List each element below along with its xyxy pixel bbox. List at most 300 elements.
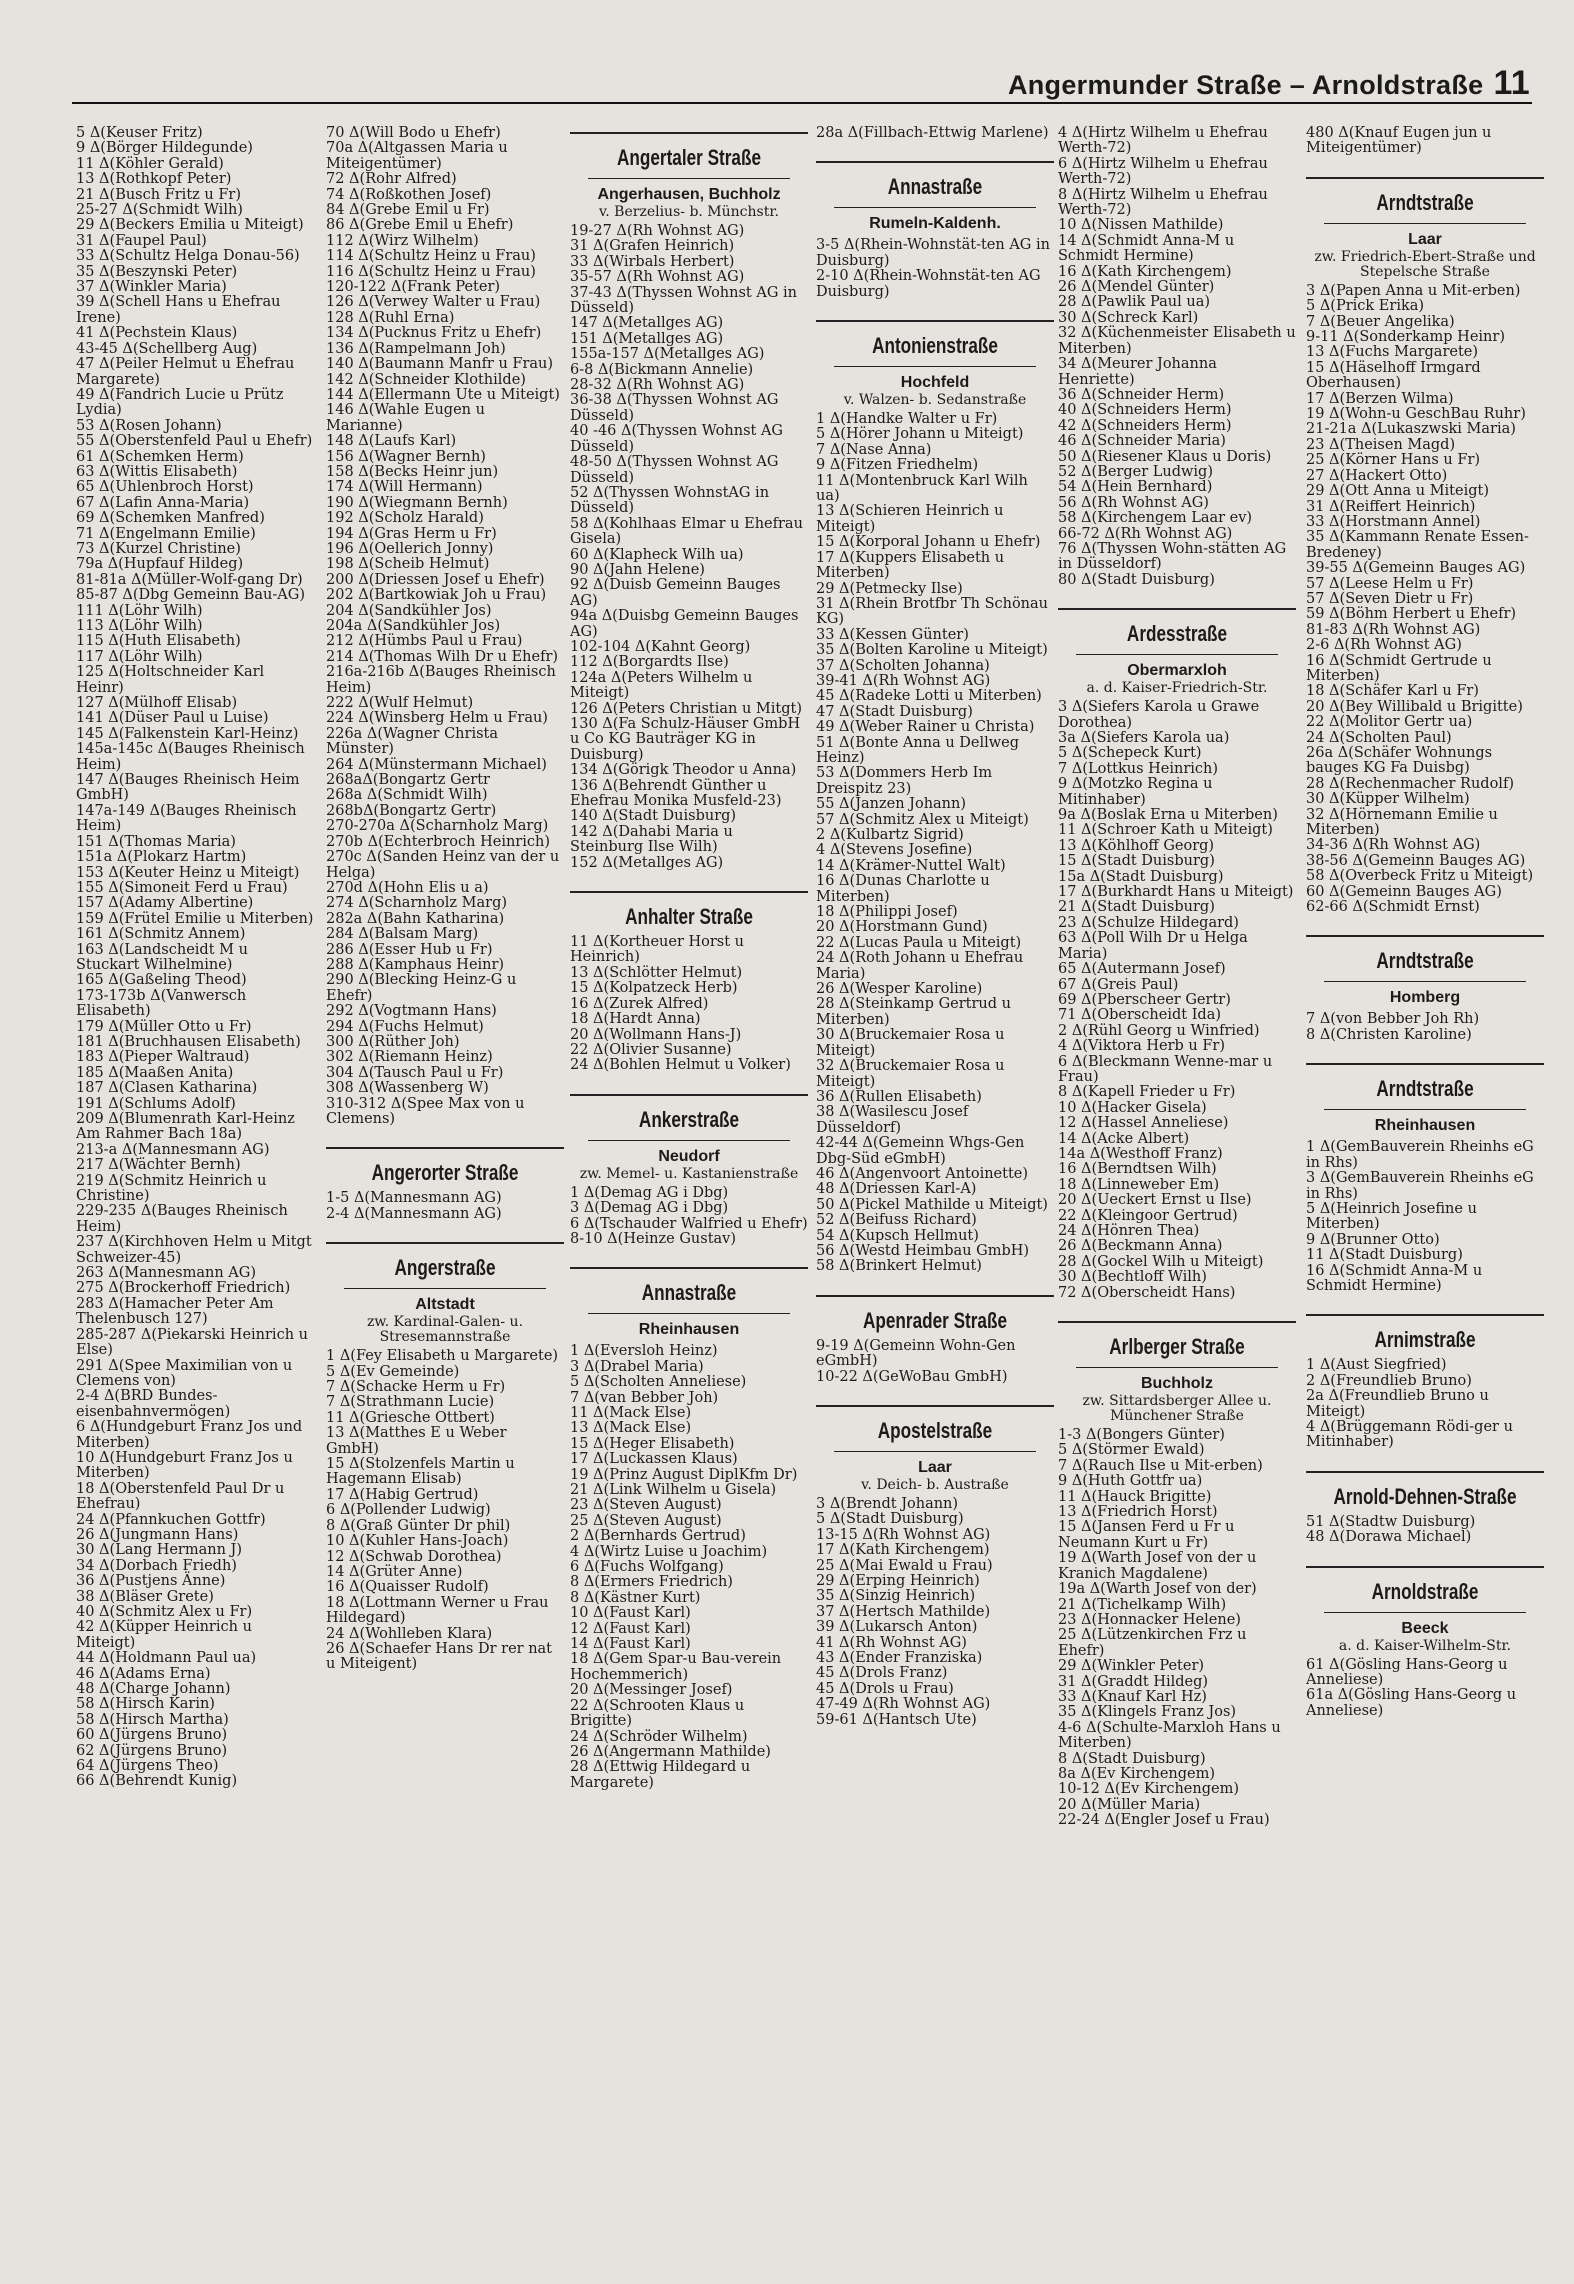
owner-entry: 41 Δ(Rh Wohnst AG) (816, 1634, 967, 1651)
owner-entry: 55 Δ(Oberstenfeld Paul u Ehefr) (76, 433, 313, 450)
owner-entry: 42 Δ(Küpper Heinrich u Miteigt) (76, 1619, 252, 1651)
owner-entry: 32 Δ(Küchenmeister Elisabeth u Miterben) (1058, 325, 1296, 357)
owner-entry: 13 Δ(Schlötter Helmut) (570, 964, 743, 981)
owner-entry: 28a Δ(Fillbach-Ettwig Marlene) (816, 126, 1049, 141)
owner-entry: 190 Δ(Wiegmann Bernh) (326, 494, 508, 511)
owner-entry: 58 Δ(Kirchengem Laar ev) (1058, 510, 1253, 527)
owner-entry: 15 Δ(Häselhoff Irmgard Oberhausen) (1306, 359, 1481, 392)
owner-entry: 2 Δ(Freundlieb Bruno) (1306, 1372, 1472, 1389)
owner-entry: 31 Δ(Rhein Brotfbr Th Schönau KG) (816, 595, 1049, 628)
section-divider (834, 207, 1036, 208)
district-name: Buchholz (1141, 1375, 1213, 1393)
owner-entry: 57 Δ(Leese Helm u Fr) (1306, 575, 1474, 592)
section-divider (834, 1451, 1036, 1452)
owner-entry: 61 Δ(Schemken Herm) (76, 448, 244, 465)
owner-entry: 35 Δ(Sinzig Heinrich) (816, 1588, 976, 1605)
street-name: Anhalter Straße (625, 904, 753, 930)
district-name: Laar (918, 1459, 952, 1476)
section-rule (1306, 1566, 1544, 1568)
owner-entry: 308 Δ(Wassenberg W) (326, 1080, 489, 1097)
owner-entry: 8 Δ(Ermers Friedrich) (570, 1574, 733, 1591)
owner-entry: 80 Δ(Stadt Duisburg) (1058, 571, 1215, 588)
street-name: Arnold-Dehnen-Straße (1333, 1483, 1517, 1509)
owner-entry: 111 Δ(Löhr Wilh) (76, 602, 203, 619)
section-rule (1058, 608, 1296, 610)
owner-entry: 63 Δ(Wittis Elisabeth) (76, 463, 238, 480)
street-name: Arndtstraße (1376, 189, 1474, 215)
owner-entry: 34 Δ(Dorbach Friedh) (76, 1557, 237, 1574)
owner-entry: 16 Δ(Dunas Charlotte u Miterben) (816, 873, 990, 905)
owner-entry: 5 Δ(Prick Erika) (1306, 298, 1425, 315)
owner-entry: 183 Δ(Pieper Waltraud) (76, 1049, 250, 1066)
owner-entry: 3 Δ(Brendt Johann) (816, 1496, 959, 1512)
owner-entry: 213-a Δ(Mannesmann AG) (76, 1141, 270, 1158)
owner-entry: 30 Δ(Bechtloff Wilh) (1058, 1269, 1207, 1286)
owner-entry: 43-45 Δ(Schellberg Aug) (76, 340, 258, 357)
section-rule (1058, 1321, 1296, 1323)
owner-entry: 5 Δ(Heinrich Josefine u Miterben) (1306, 1200, 1477, 1233)
column-2 (326, 126, 564, 2266)
owner-entry: 73 Δ(Kurzel Christine) (76, 540, 241, 557)
owner-entry: 12 Δ(Schwab Dorothea) (326, 1548, 502, 1565)
owner-entry: 60 Δ(Gemeinn Bauges AG) (1306, 883, 1502, 900)
section-rule (816, 320, 1054, 322)
owner-entry: 5 Δ(Ev Gemeinde) (326, 1363, 460, 1380)
owner-entry: 24 Δ(Scholten Paul) (1306, 729, 1452, 746)
street-section-heading (570, 1267, 808, 1340)
owner-entry: 61 Δ(Gösling Hans-Georg u Anneliese) (1306, 1656, 1508, 1688)
street-name: Annastraße (887, 174, 983, 200)
owner-entry: 282a Δ(Bahn Katharina) (326, 910, 505, 927)
owner-entry: 10 Δ(Nissen Mathilde) (1058, 217, 1224, 234)
owner-entry: 142 Δ(Schneider Klothilde) (326, 371, 526, 388)
district-name: Obermarxloh (1127, 662, 1227, 680)
owner-entry: 120-122 Δ(Frank Peter) (326, 279, 501, 296)
owner-entry: 4 Δ(Viktora Herb u Fr) (1058, 1038, 1225, 1055)
owner-entry: 58 Δ(Hirsch Karin) (76, 1696, 215, 1713)
owner-entry: 1 Δ(GemBauverein Rheinhs eG in Rhs) (1306, 1139, 1534, 1171)
owner-entry: 7 Δ(Schacke Herm u Fr) (326, 1379, 506, 1396)
owner-entry: 57 Δ(Seven Dietr u Fr) (1306, 590, 1474, 607)
section-divider (1324, 981, 1526, 982)
owner-entry: 5 Δ(Stadt Duisburg) (816, 1511, 964, 1528)
column-3 (570, 126, 808, 2266)
owner-entry: 19 Δ(Warth Josef von der u Kranich Magdalene) (1058, 1550, 1257, 1582)
owner-entry: 15 Δ(Stolzenfels Martin u Hagemann Elisab) (326, 1456, 515, 1488)
owner-entry: 39 Δ(Schell Hans u Ehefrau Irene) (76, 294, 281, 326)
owner-entry: 229-235 Δ(Bauges Rheinisch Heim) (76, 1203, 288, 1235)
owner-entry: 237 Δ(Kirchhoven Helm u Mitgt Schweizer-45) (76, 1234, 312, 1266)
owner-entry: 40 -46 Δ(Thyssen Wohnst AG Düsseld) (570, 423, 784, 455)
owner-entry: 2-10 Δ(Rhein-Wohnstät-ten AG Duisburg) (816, 268, 1041, 300)
owner-entry: 51 Δ(Stadtw Duisburg) (1306, 1513, 1476, 1530)
header-rule (72, 102, 1532, 104)
owner-entry: 33 Δ(Schultz Helga Donau-56) (76, 248, 300, 265)
owner-entry: 222 Δ(Wulf Helmut) (326, 695, 474, 712)
owner-entry: 20 Δ(Bey Willibald u Brigitte) (1306, 698, 1523, 715)
owner-entry: 22 Δ(Kleingoor Gertrud) (1058, 1207, 1238, 1224)
owner-entry: 20 Δ(Wollmann Hans-J) (570, 1026, 742, 1043)
owner-entry: 61a Δ(Gösling Hans-Georg u Anneliese) (1306, 1687, 1517, 1719)
page-header (0, 64, 1530, 103)
owner-entry: 14 Δ(Acke Albert) (1058, 1130, 1190, 1147)
owner-entry: 198 Δ(Scheib Helmut) (326, 556, 490, 573)
street-name: Arlberger Straße (1109, 1334, 1245, 1360)
owner-entry: 263 Δ(Mannesmann AG) (76, 1265, 256, 1282)
owner-entry: 30 Δ(Küpper Wilhelm) (1306, 791, 1470, 808)
owner-entry: 72 Δ(Rohr Alfred) (326, 171, 457, 188)
district-name: Rheinhausen (1374, 1117, 1476, 1135)
owner-entry: 15 Δ(Jansen Ferd u Fr u Neumann Kurt u Fr) (1058, 1519, 1235, 1551)
street-extent: a. d. Kaiser-Friedrich-Str. (1086, 680, 1268, 697)
owner-entry: 30 Δ(Schreck Karl) (1058, 309, 1199, 326)
owner-entry: 1 Δ(Aust Siegfried) (1306, 1357, 1447, 1374)
owner-entry: 39-55 Δ(Gemeinn Bauges AG) (1306, 560, 1526, 577)
owner-entry: 294 Δ(Fuchs Helmut) (326, 1018, 484, 1035)
owner-entry: 219 Δ(Schmitz Heinrich u Christine) (76, 1172, 267, 1205)
column-6 (1306, 126, 1544, 2266)
owner-entry: 15 Δ(Heger Elisabeth) (570, 1435, 735, 1452)
owner-entry: 141 Δ(Düser Paul u Luise) (76, 710, 269, 727)
owner-entry: 69 Δ(Schemken Manfred) (76, 510, 265, 527)
owner-entry: 41 Δ(Pechstein Klaus) (76, 325, 238, 342)
section-rule (326, 1242, 564, 1244)
owner-entry: 4 Δ(Hirtz Wilhelm u Ehefrau Werth-72) (1058, 126, 1268, 157)
column-4 (816, 126, 1054, 2266)
owner-entry: 3 Δ(GemBauverein Rheinhs eG in Rhs) (1306, 1170, 1534, 1202)
owner-entry: 153 Δ(Keuter Heinz u Miteigt) (76, 864, 300, 881)
owner-entry: 23 Δ(Schulze Hildegard) (1058, 914, 1239, 931)
owner-entry: 18 Δ(Gem Spar-u Bau-verein Hochemmerich) (570, 1651, 782, 1683)
owner-entry: 59 Δ(Böhm Herbert u Ehefr) (1306, 606, 1517, 623)
owner-entry: 9 Δ(Huth Gottfr ua) (1058, 1473, 1203, 1490)
street-name: Angerorter Straße (371, 1160, 519, 1186)
section-rule (570, 891, 808, 893)
owner-entry: 285-287 Δ(Piekarski Heinrich u Else) (76, 1326, 308, 1359)
owner-entry: 4 Δ(Stevens Josefine) (816, 842, 973, 859)
owner-entry: 21-21a Δ(Lukaszwski Maria) (1306, 421, 1516, 438)
owner-entry: 10-12 Δ(Ev Kirchengem) (1058, 1781, 1239, 1798)
owner-entry: 42 Δ(Schneiders Herm) (1058, 417, 1232, 434)
owner-entry: 8 Δ(Christen Karoline) (1306, 1026, 1472, 1043)
owner-entry: 13 Δ(Köhlhoff Georg) (1058, 837, 1215, 854)
owner-entry: 58 Δ(Brinkert Helmut) (816, 1258, 982, 1275)
street-section-heading (1306, 1063, 1544, 1136)
owner-entry: 37-43 Δ(Thyssen Wohnst AG in Düsseld) (570, 284, 797, 317)
owner-entry: 4-6 Δ(Schulte-Marxloh Hans u Miterben) (1058, 1719, 1281, 1752)
owner-entry: 57 Δ(Schmitz Alex u Miteigt) (816, 811, 1029, 828)
owner-entry: 26 Δ(Schaefer Hans Dr rer nat u Miteigent) (326, 1640, 553, 1673)
owner-entry: 136 Δ(Behrendt Günther u Ehefrau Monika Musfeld-23) (570, 777, 782, 810)
owner-entry: 16 Δ(Berndtsen Wilh) (1058, 1161, 1217, 1178)
district-name: Rheinhausen (638, 1321, 740, 1339)
owner-entry: 14 Δ(Faust Karl) (570, 1636, 691, 1653)
owner-entry: 113 Δ(Löhr Wilh) (76, 618, 203, 634)
owner-entry: 29 Δ(Petmecky Ilse) (816, 580, 963, 597)
owner-entry: 6-8 Δ(Bickmann Annelie) (570, 361, 754, 378)
owner-entry: 28 Δ(Gockel Wilh u Miteigt) (1058, 1253, 1264, 1270)
street-section-heading (1306, 1566, 1544, 1654)
owner-entry: 47-49 Δ(Rh Wohnst AG) (816, 1696, 991, 1713)
owner-entry: 7 Δ(Strathmann Lucie) (326, 1394, 495, 1411)
street-extent: v. Berzelius- b. Münchstr. (599, 204, 779, 220)
street-extent: a. d. Kaiser-Wilhelm-Str. (1338, 1637, 1512, 1654)
street-name: Ardesstraße (1126, 621, 1228, 647)
street-name: Arndtstraße (1376, 948, 1474, 974)
owner-entry: 9-11 Δ(Sonderkamp Heinr) (1306, 329, 1505, 346)
owner-entry: 1 Δ(Eversloh Heinz) (570, 1343, 718, 1360)
owner-entry: 90 Δ(Jahn Helene) (570, 561, 705, 578)
owner-entry: 15a Δ(Stadt Duisburg) (1058, 868, 1224, 885)
owner-entry: 116 Δ(Schultz Heinz u Frau) (326, 263, 536, 280)
owner-entry: 12 Δ(Faust Karl) (570, 1620, 691, 1637)
owner-entry: 284 Δ(Balsam Marg) (326, 926, 479, 943)
owner-entry: 2-4 Δ(Mannesmann AG) (326, 1205, 502, 1222)
street-extent: zw. Kardinal-Galen- u. Stresemannstraße (366, 1314, 524, 1346)
owner-entry: 9 Δ(Börger Hildegunde) (76, 140, 253, 157)
section-rule (570, 132, 808, 134)
owner-entry: 20 Δ(Ueckert Ernst u Ilse) (1058, 1192, 1252, 1209)
owner-entry: 270c Δ(Sanden Heinz van der u Helga) (326, 849, 560, 881)
owner-entry: 6 Δ(Bleckmann Wenne-mar u Frau) (1058, 1053, 1273, 1085)
owner-entry: 35 Δ(Klingels Franz Jos) (1058, 1704, 1237, 1721)
owner-entry: 187 Δ(Clasen Katharina) (76, 1080, 258, 1097)
owner-entry: 2a Δ(Freundlieb Bruno u Miteigt) (1306, 1388, 1489, 1420)
owner-entry: 8-10 Δ(Heinze Gustav) (570, 1230, 737, 1247)
owner-entry: 81-81a Δ(Müller-Wolf-gang Dr) (76, 571, 303, 588)
owner-entry: 6 Δ(Pollender Ludwig) (326, 1502, 491, 1519)
owner-entry: 47 Δ(Stadt Duisburg) (816, 703, 973, 720)
owner-entry: 29 Δ(Beckers Emilia u Miteigt) (76, 217, 304, 234)
owner-entry: 3 Δ(Siefers Karola u Grawe Dorothea) (1058, 699, 1260, 731)
owner-entry: 124a Δ(Peters Wilhelm u Miteigt) (570, 669, 753, 702)
owner-entry: 134 Δ(Görigk Theodor u Anna) (570, 762, 797, 779)
owner-entry: 29 Δ(Ott Anna u Miteigt) (1306, 483, 1489, 500)
owner-entry: 16 Δ(Schmidt Gertrude u Miterben) (1306, 652, 1492, 684)
owner-entry: 63 Δ(Poll Wilh Dr u Helga Maria) (1058, 930, 1248, 962)
owner-entry: 125 Δ(Holtschneider Karl Heinr) (76, 664, 265, 696)
owner-entry: 19 Δ(Wohn-u GeschBau Ruhr) (1306, 406, 1526, 423)
owner-entry: 191 Δ(Schlums Adolf) (76, 1095, 236, 1112)
owner-entry: 26a Δ(Schäfer Wohnungs bauges KG Fa Duisbg) (1306, 745, 1493, 777)
street-section-heading (326, 1147, 564, 1187)
street-section-heading (816, 161, 1054, 234)
owner-entry: 29 Δ(Erping Heinrich) (816, 1573, 980, 1590)
owner-entry: 22 Δ(Lucas Paula u Miteigt) (816, 934, 1022, 951)
owner-entry: 26 Δ(Mendel Günter) (1058, 279, 1215, 296)
owner-entry: 10-22 Δ(GeWoBau GmbH) (816, 1368, 1008, 1385)
owner-entry: 9 Δ(Brunner Otto) (1306, 1231, 1440, 1248)
owner-entry: 94a Δ(Duisbg Gemeinn Bauges AG) (570, 608, 799, 640)
owner-entry: 6 Δ(Fuchs Wolfgang) (570, 1559, 724, 1576)
owner-entry: 268bΔ(Bongartz Gertr) (326, 802, 497, 819)
owner-entry: 25 Δ(Steven August) (570, 1512, 722, 1529)
owner-entry: 23 Δ(Theisen Magd) (1306, 436, 1456, 453)
owner-entry: 44 Δ(Holdmann Paul ua) (76, 1650, 257, 1667)
owner-entry: 268aΔ(Bongartz Gertr (326, 772, 490, 789)
owner-entry: 15 Δ(Stadt Duisburg) (1058, 853, 1215, 870)
owner-entry: 56 Δ(Westd Heimbau GmbH) (816, 1242, 1030, 1259)
owner-entry: 147 Δ(Metallges AG) (570, 315, 724, 332)
owner-entry: 69 Δ(Pberscheer Gertr) (1058, 991, 1231, 1008)
owner-entry: 18 Δ(Lottmann Werner u Frau Hildegard) (326, 1594, 549, 1627)
owner-entry: 147 Δ(Bauges Rheinisch Heim GmbH) (76, 772, 300, 804)
owner-entry: 226a Δ(Wagner Christa Münster) (326, 725, 499, 758)
owner-entry: 32 Δ(Hörnemann Emilie u Miterben) (1306, 806, 1498, 839)
owner-entry: 36-38 Δ(Thyssen Wohnst AG Düsseld) (570, 392, 779, 424)
owner-entry: 32 Δ(Bruckemaier Rosa u Miteigt) (816, 1058, 1005, 1090)
owner-entry: 8 Δ(Kästner Kurt) (570, 1589, 701, 1606)
owner-entry: 196 Δ(Oellerich Jonny) (326, 540, 494, 557)
owner-entry: 71 Δ(Engelmann Emilie) (76, 525, 256, 542)
street-extent: zw. Friedrich-Ebert-Straße und Stepelsche Straße (1314, 248, 1536, 280)
owner-entry: 3 Δ(Drabel Maria) (570, 1358, 704, 1375)
owner-entry: 126 Δ(Verwey Walter u Frau) (326, 294, 541, 311)
owner-entry: 194 Δ(Gras Herm u Fr) (326, 525, 497, 542)
owner-entry: 3 Δ(Demag AG i Dbg) (570, 1200, 729, 1217)
owner-entry: 36 Δ(Schneider Herm) (1058, 386, 1225, 403)
owner-entry: 33 Δ(Knauf Karl Hz) (1058, 1688, 1207, 1705)
owner-entry: 19 Δ(Prinz August DiplKfm Dr) (570, 1466, 798, 1483)
owner-entry: 28 Δ(Steinkamp Gertrud u Miterben) (816, 996, 1011, 1028)
owner-entry: 54 Δ(Hein Bernhard) (1058, 479, 1213, 496)
owner-entry: 46 Δ(Adams Erna) (76, 1665, 211, 1682)
owner-entry: 300 Δ(Rüther Joh) (326, 1033, 460, 1050)
owner-entry: 102-104 Δ(Kahnt Georg) (570, 638, 751, 655)
owner-entry: 127 Δ(Mülhoff Elisab) (76, 695, 238, 712)
owner-entry: 13 Δ(Friedrich Horst) (1058, 1504, 1218, 1521)
owner-entry: 18 Δ(Philippi Josef) (816, 904, 958, 921)
section-divider (1324, 1109, 1526, 1110)
owner-entry: 35 Δ(Bolten Karoline u Miteigt) (816, 642, 1048, 659)
street-extent: zw. Sittardsberger Allee u. Münchener Straße (1082, 1393, 1272, 1425)
owner-entry: 47 Δ(Peiler Helmut u Ehefrau Margarete) (76, 356, 295, 388)
owner-entry: 283 Δ(Hamacher Peter Am Thelenbusch 127) (76, 1295, 274, 1328)
owner-entry: 50 Δ(Pickel Mathilde u Miteigt) (816, 1196, 1048, 1213)
owner-entry: 16 Δ(Zurek Alfred) (570, 995, 709, 1012)
owner-entry: 136 Δ(Rampelmann Joh) (326, 340, 506, 357)
district-name: Hochfeld (900, 374, 970, 392)
owner-entry: 2-6 Δ(Rh Wohnst AG) (1306, 637, 1462, 654)
owner-entry: 5 Δ(Scholten Anneliese) (570, 1374, 747, 1391)
owner-entry: 16 Δ(Schmidt Anna-M u Schmidt Hermine) (1306, 1262, 1483, 1294)
owner-entry: 480 Δ(Knauf Eugen jun u Miteigentümer) (1306, 126, 1492, 157)
owner-entry: 24 Δ(Wohlleben Klara) (326, 1625, 493, 1642)
page-number: 11 (1493, 64, 1530, 102)
owner-entry: 1-3 Δ(Bongers Günter) (1058, 1427, 1225, 1444)
section-divider (588, 1140, 790, 1141)
section-divider (588, 178, 790, 179)
owner-entry: 11 Δ(Hauck Brigitte) (1058, 1488, 1212, 1505)
owner-entry: 70a Δ(Altgassen Maria u Miteigentümer) (326, 140, 508, 172)
owner-entry: 58 Δ(Overbeck Fritz u Miteigt) (1306, 868, 1534, 885)
district-name: Laar (1408, 230, 1442, 248)
owner-entry: 181 Δ(Bruchhausen Elisabeth) (76, 1033, 301, 1050)
district-name: Neudorf (658, 1147, 720, 1165)
owner-entry: 145a-145c Δ(Bauges Rheinisch Heim) (76, 741, 305, 773)
header-street-range: Angermunder Straße – Arnoldstraße (1007, 70, 1484, 100)
street-section-heading (570, 132, 808, 220)
column-5 (1058, 126, 1296, 2266)
street-section-heading (1306, 1314, 1544, 1354)
owner-entry: 66-72 Δ(Rh Wohnst AG) (1058, 525, 1233, 542)
owner-entry: 51 Δ(Bonte Anna u Dellweg Heinz) (816, 734, 1020, 766)
owner-entry: 86 Δ(Grebe Emil u Ehefr) (326, 217, 514, 234)
owner-entry: 74 Δ(Roßkothen Josef) (326, 186, 492, 203)
section-rule (1306, 177, 1544, 179)
owner-entry: 214 Δ(Thomas Wilh Dr u Ehefr) (326, 648, 559, 665)
owner-entry: 18 Δ(Oberstenfeld Paul Dr u Ehefrau) (76, 1480, 285, 1513)
owner-entry: 128 Δ(Ruhl Erna) (326, 309, 455, 326)
owner-entry: 4 Δ(Brüggemann Rödi-ger u Mitinhaber) (1306, 1418, 1513, 1451)
owner-entry: 23 Δ(Honnacker Helene) (1058, 1611, 1241, 1628)
owner-entry: 14 Δ(Krämer-Nuttel Walt) (816, 857, 1006, 874)
owner-entry: 216a-216b Δ(Bauges Rheinisch Heim) (326, 664, 556, 696)
owner-entry: 33 Δ(Wirbals Herbert) (570, 253, 735, 270)
owner-entry: 43 Δ(Ender Franziska) (816, 1650, 983, 1667)
owner-entry: 56 Δ(Rh Wohnst AG) (1058, 494, 1209, 511)
owner-entry: 25 Δ(Körner Hans u Fr) (1306, 452, 1481, 469)
street-section-heading (1306, 1471, 1544, 1511)
owner-entry: 24 Δ(Bohlen Helmut u Volker) (570, 1057, 791, 1074)
section-rule (1306, 1063, 1544, 1065)
owner-entry: 185 Δ(Maaßen Anita) (76, 1064, 234, 1081)
owner-entry: 17 Δ(Kuppers Elisabeth u Miterben) (816, 549, 1005, 582)
owner-entry: 24 Δ(Schröder Wilhelm) (570, 1728, 748, 1745)
owner-entry: 17 Δ(Habig Gertrud) (326, 1486, 479, 1503)
owner-entry: 22 Δ(Molitor Gertr ua) (1306, 714, 1473, 731)
owner-entry: 2 Δ(Bernhards Gertrud) (570, 1528, 746, 1545)
owner-entry: 212 Δ(Hümbs Paul u Frau) (326, 633, 523, 650)
owner-entry: 11 Δ(Mack Else) (570, 1404, 692, 1421)
owner-entry: 5 Δ(Störmer Ewald) (1058, 1442, 1205, 1459)
owner-entry: 155a-157 Δ(Metallges AG) (570, 346, 765, 363)
owner-entry: 270d Δ(Hohn Elis u a) (326, 879, 489, 896)
owner-entry: 179 Δ(Müller Otto u Fr) (76, 1018, 252, 1035)
street-section-heading (816, 320, 1054, 408)
section-rule (816, 161, 1054, 163)
owner-entry: 37 Δ(Hertsch Mathilde) (816, 1603, 991, 1620)
street-extent: zw. Memel- u. Kastanienstraße (579, 1165, 799, 1182)
owner-entry: 144 Δ(Ellermann Ute u Miteigt) (326, 386, 560, 403)
owner-entry: 21 Δ(Tichelkamp Wilh) (1058, 1596, 1227, 1613)
owner-entry: 13 Δ(Mack Else) (570, 1420, 692, 1437)
owner-entry: 288 Δ(Kamphaus Heinr) (326, 956, 505, 973)
owner-entry: 48 Δ(Driessen Karl-A) (816, 1181, 977, 1198)
street-name: Arnoldstraße (1371, 1578, 1479, 1604)
owner-entry: 35 Δ(Kammann Renate Essen-Bredeney) (1306, 529, 1529, 561)
owner-entry: 34 Δ(Meurer Johanna Henriette) (1058, 356, 1217, 388)
owner-entry: 64 Δ(Jürgens Theo) (76, 1758, 219, 1775)
owner-entry: 114 Δ(Schultz Heinz u Frau) (326, 248, 536, 265)
owner-entry: 48-50 Δ(Thyssen Wohnst AG Düsseld) (570, 454, 779, 486)
owner-entry: 7 Δ(van Bebber Joh) (570, 1389, 719, 1406)
owner-entry: 28 Δ(Ettwig Hildegard u Margarete) (570, 1759, 751, 1791)
owner-entry: 17 Δ(Luckassen Klaus) (570, 1451, 738, 1468)
owner-entry: 6 Δ(Hirtz Wilhelm u Ehefrau Werth-72) (1058, 155, 1268, 188)
owner-entry: 71 Δ(Oberscheidt Ida) (1058, 1007, 1222, 1024)
owner-entry: 10 Δ(Kuhler Hans-Joach) (326, 1533, 509, 1550)
owner-entry: 27 Δ(Hackert Otto) (1306, 467, 1448, 484)
owner-entry: 11 Δ(Schroer Kath u Miteigt) (1058, 822, 1273, 839)
owner-entry: 46 Δ(Schneider Maria) (1058, 433, 1226, 450)
street-section-heading (1058, 1321, 1296, 1424)
street-section-heading (816, 1405, 1054, 1493)
owner-entry: 58 Δ(Hirsch Martha) (76, 1711, 229, 1728)
owner-entry: 36 Δ(Rullen Elisabeth) (816, 1088, 982, 1105)
owner-entry: 33 Δ(Horstmann Annel) (1306, 513, 1481, 530)
owner-entry: 26 Δ(Wesper Karoline) (816, 981, 983, 998)
